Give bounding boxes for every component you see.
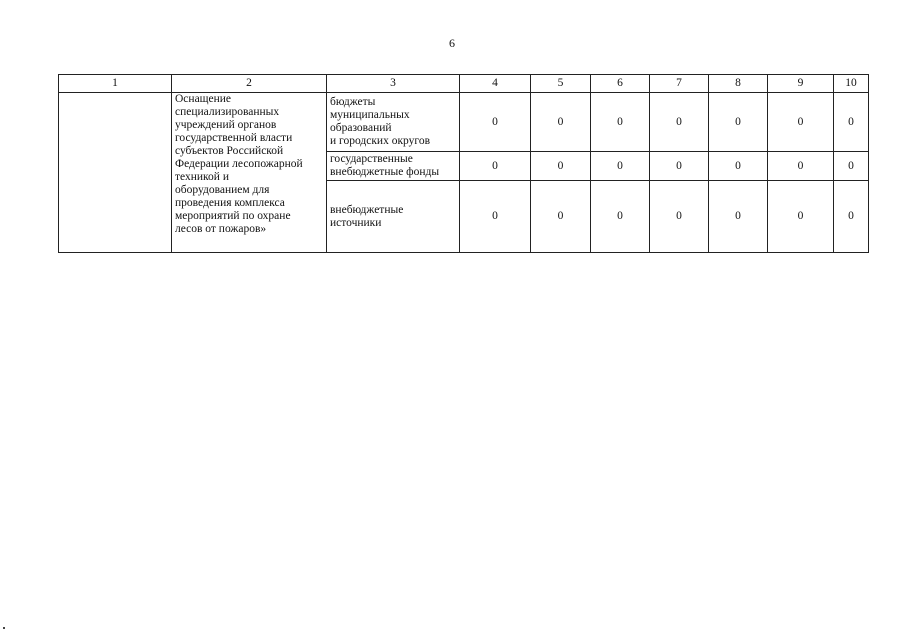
value-cell: 0 bbox=[768, 152, 834, 181]
header-cell-7: 7 bbox=[650, 75, 709, 93]
header-cell-1: 1 bbox=[59, 75, 172, 93]
value-cell: 0 bbox=[460, 93, 531, 152]
header-cell-2: 2 bbox=[172, 75, 327, 93]
header-cell-6: 6 bbox=[591, 75, 650, 93]
funding-source-cell: внебюджетные источники bbox=[327, 181, 460, 253]
header-cell-10: 10 bbox=[834, 75, 869, 93]
value-cell: 0 bbox=[650, 181, 709, 253]
value-cell: 0 bbox=[460, 152, 531, 181]
value-cell: 0 bbox=[460, 181, 531, 253]
value-cell: 0 bbox=[834, 152, 869, 181]
header-cell-9: 9 bbox=[768, 75, 834, 93]
value-cell: 0 bbox=[834, 181, 869, 253]
scan-speck bbox=[3, 627, 5, 629]
budget-table bbox=[58, 74, 869, 253]
value-cell: 0 bbox=[591, 93, 650, 152]
funding-source-cell: бюджеты муниципальных образований и городских округов bbox=[327, 93, 460, 152]
value-cell: 0 bbox=[650, 93, 709, 152]
value-cell: 0 bbox=[709, 93, 768, 152]
value-cell: 0 bbox=[709, 152, 768, 181]
header-cell-3: 3 bbox=[327, 75, 460, 93]
table-row bbox=[59, 93, 869, 152]
value-cell: 0 bbox=[531, 181, 591, 253]
funding-source-cell: государственные внебюджетные фонды bbox=[327, 152, 460, 181]
value-cell: 0 bbox=[591, 181, 650, 253]
value-cell: 0 bbox=[768, 93, 834, 152]
page-number: 6 bbox=[449, 36, 455, 50]
header-cell-8: 8 bbox=[709, 75, 768, 93]
activity-description-cell: Оснащение специализированных учреждений органов государственной власти субъектов Российской Федерации лесопожарной техникой и оборудованием для проведения комплекса мероприятий по охране лесов от пожаров» bbox=[172, 93, 327, 253]
empty-number-cell bbox=[59, 93, 172, 253]
value-cell: 0 bbox=[709, 181, 768, 253]
value-cell: 0 bbox=[834, 93, 869, 152]
value-cell: 0 bbox=[531, 93, 591, 152]
value-cell: 0 bbox=[650, 152, 709, 181]
header-cell-4: 4 bbox=[460, 75, 531, 93]
value-cell: 0 bbox=[768, 181, 834, 253]
value-cell: 0 bbox=[591, 152, 650, 181]
header-cell-5: 5 bbox=[531, 75, 591, 93]
value-cell: 0 bbox=[531, 152, 591, 181]
header-row bbox=[59, 75, 869, 93]
